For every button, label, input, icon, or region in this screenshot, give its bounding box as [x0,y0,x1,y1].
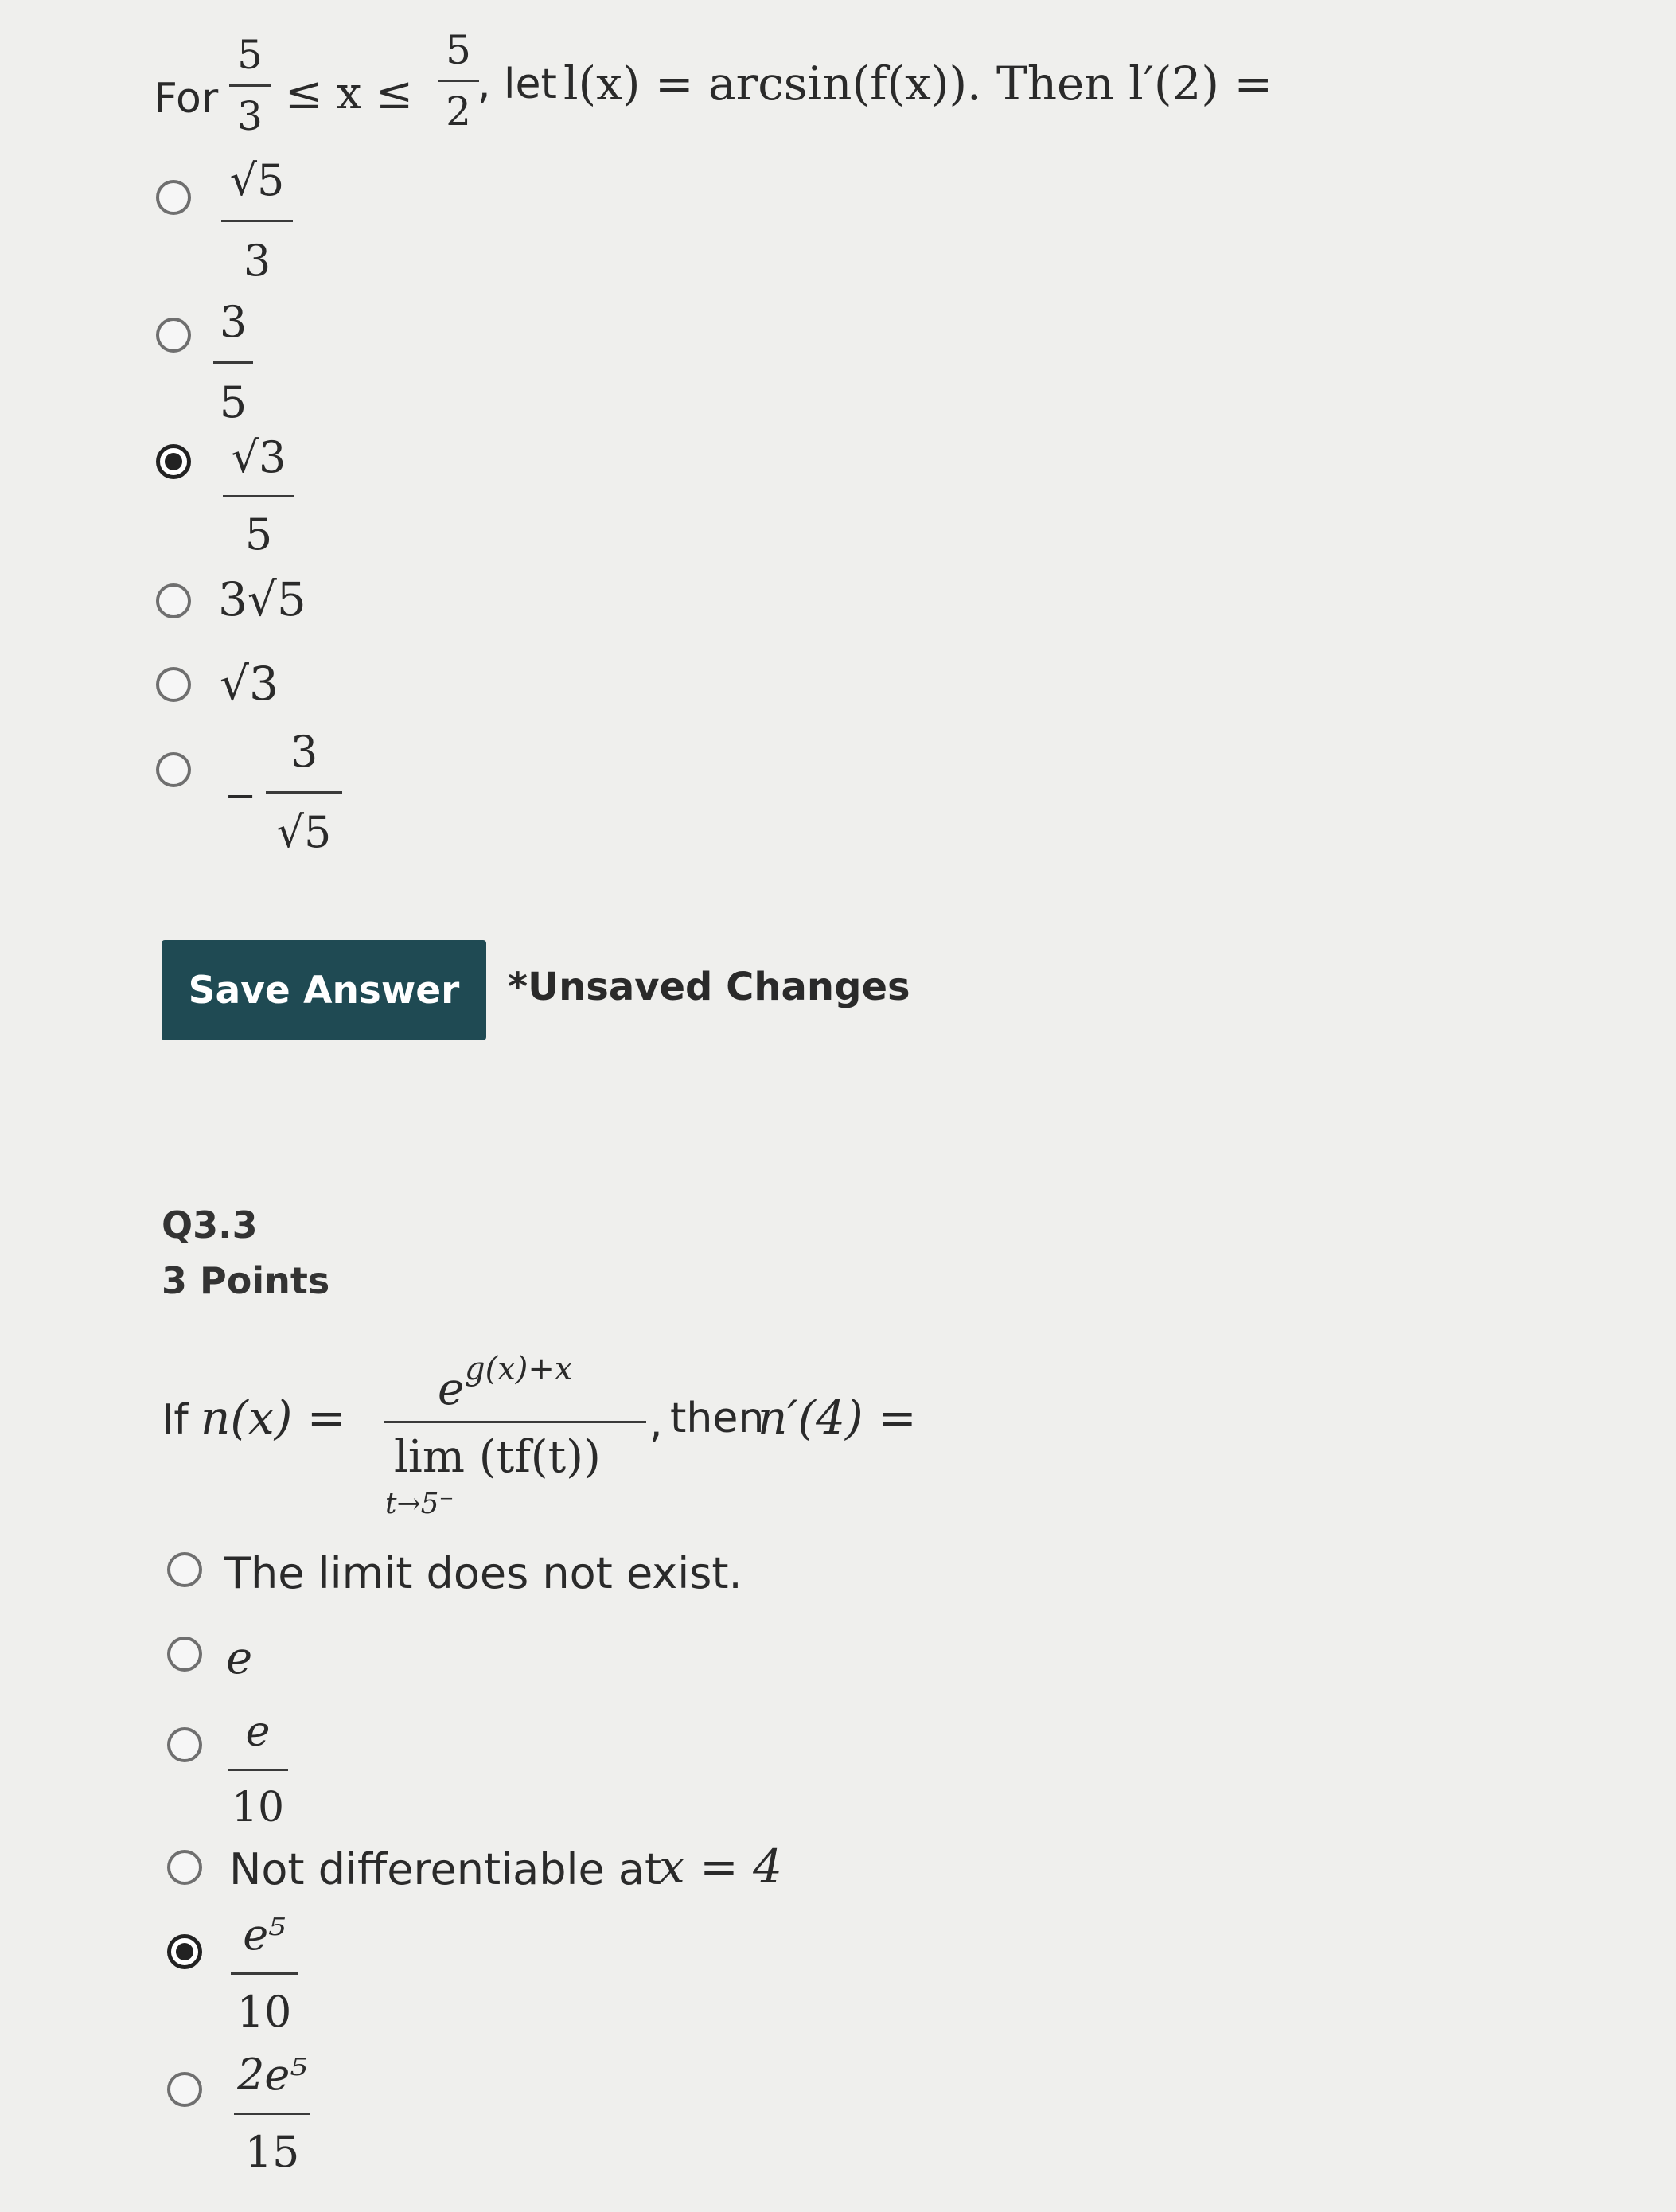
q2-option-6-num: 2e⁵ [237,2050,307,2100]
q1-upper-num: 5 [446,27,471,73]
question-2-number: Q3.3 [162,1204,258,1246]
q1-option-1-label [221,155,293,286]
unsaved-changes-status: *Unsaved Changes [508,965,910,1009]
question-2-points: 3 Points [162,1259,330,1302]
q2-limit-subscript: t→5⁻ [385,1488,454,1520]
q2-option-1-radio[interactable] [167,1552,202,1587]
q1-let: , let [477,60,557,108]
q1-lower-bound [229,32,271,139]
q2-option-2-label: e [226,1633,253,1684]
q1-option-6-radio[interactable] [156,752,191,787]
q1-option-3-label [223,432,294,560]
q2-option-5-radio[interactable] [167,1934,202,1969]
q1-option-3-num: √3 [231,432,286,482]
q2-option-1-label: The limit does not exist. [224,1548,743,1598]
q2-option-3-label [228,1708,288,1832]
q1-option-2-den: 5 [219,377,248,427]
q1-option-6-sign: − [224,774,257,818]
q2-denominator: lim (tf(t)) [394,1431,601,1483]
q1-upper-bound [438,27,479,135]
q2-option-3-radio[interactable] [167,1727,202,1762]
q2-then: then [670,1395,765,1442]
save-answer-button[interactable]: Save Answer [162,940,486,1040]
q2-option-3-den: 10 [231,1784,285,1832]
q2-option-6-label [234,2050,310,2177]
q2-prefix: If [162,1396,189,1444]
q1-option-1-radio[interactable] [156,180,191,215]
q2-option-4-math: x = 4 [659,1839,783,1894]
q1-option-4-radio[interactable] [156,583,191,618]
q2-suffix: n′(4) = [758,1391,917,1445]
q2-option-6-radio[interactable] [167,2072,202,2107]
q2-option-3-num: e [245,1708,271,1756]
q1-option-3-den: 5 [244,509,273,560]
q1-option-6-num: 3 [290,727,318,777]
q2-lhs: n(x) = [201,1391,346,1445]
q1-option-1-den: 3 [243,236,271,286]
q2-option-5-label [231,1910,298,2037]
q2-fraction-bar [384,1421,646,1423]
q2-option-2-radio[interactable] [167,1637,202,1672]
q1-option-4-label: 3√5 [218,572,306,626]
q2-option-5-den: 10 [236,1987,292,2037]
q1-option-2-label [213,297,253,427]
q1-option-1-num: √5 [229,155,285,205]
q2-numerator-base: e [438,1363,465,1415]
q2-option-5-num: e⁵ [243,1910,286,1960]
q2-option-6-den: 15 [244,2127,300,2177]
q2-comma: , [649,1399,663,1447]
q1-prefix: For [154,75,219,123]
q1-inequality: ≤ x ≤ [285,68,414,119]
q1-option-5-radio[interactable] [156,667,191,702]
q1-option-6-den: √5 [276,807,332,857]
q1-option-3-radio[interactable] [156,444,191,479]
q1-option-2-radio[interactable] [156,318,191,353]
q1-upper-den: 2 [446,88,471,135]
q1-lower-den: 3 [237,93,263,139]
q2-numerator-exponent: g(x)+x [465,1351,573,1387]
q1-option-2-num: 3 [219,297,248,347]
q1-lower-num: 5 [237,32,263,78]
q1-option-6-label [266,727,342,857]
q2-option-4-radio[interactable] [167,1850,202,1885]
q2-option-4-label: Not differentiable at [229,1844,662,1894]
q1-option-5-label: √3 [220,657,279,711]
q1-definition: l(x) = arcsin(f(x)). Then l′(2) = [563,57,1273,111]
